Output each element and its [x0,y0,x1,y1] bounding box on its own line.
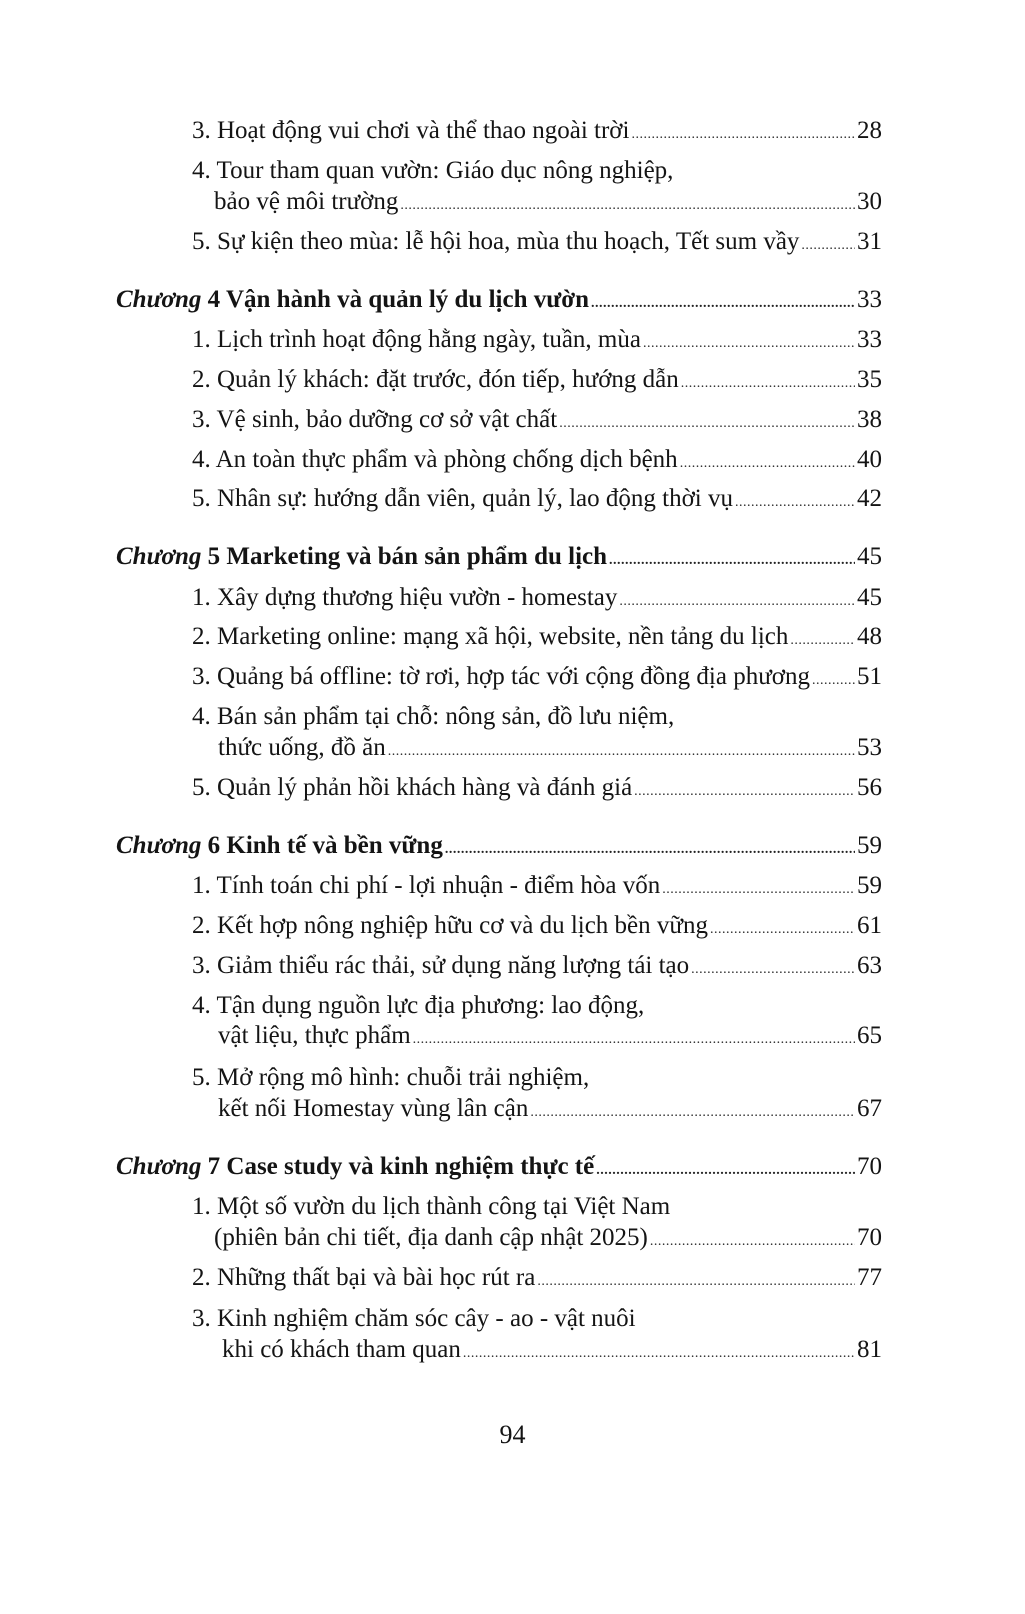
toc-item: 1. Lịch trình hoạt động hằng ngày, tuần, mùa ..... 33 [192,325,882,359]
page-number: 53 [857,734,882,761]
page-number: 35 [857,366,882,393]
dot-leader [801,231,855,261]
dot-leader [735,488,855,518]
page-number: 31 [857,228,882,255]
page-number: 70 [857,1224,882,1251]
toc-chapter-4: Chương 4 Vận hành và quản lý du lịch vườn ..... 33 [116,285,882,319]
toc-item: 2. Marketing online: mạng xã hội, website, nền tảng du lịch ..... 48 [192,622,882,656]
toc-item: 1. Một số vườn du lịch thành công tại Việt Nam [192,1193,671,1220]
page-number: 65 [857,1022,882,1049]
toc-item: 3. Quảng bá offline: tờ rơi, hợp tác với cộng đồng địa phương ..... 51 [192,662,882,696]
toc-item: 4. Bán sản phẩm tại chỗ: nông sản, đồ lưu niệm, [192,703,675,730]
page-number: 63 [857,952,882,979]
dot-leader [650,1227,855,1257]
page-number: 81 [857,1336,882,1363]
toc-item: 3. Giảm thiểu rác thải, sử dụng năng lượng tái tạo ..... 63 [192,951,882,985]
dot-leader [537,1267,855,1297]
dot-leader [662,875,855,905]
toc-item-continuation: thức uống, đồ ăn ..... 53 [218,733,882,767]
page-number: 42 [857,485,882,512]
toc-chapter-7: Chương 7 Case study và kinh nghiệm thực tế ..... 70 [116,1152,882,1186]
page-number: 59 [857,832,882,859]
page-number: 28 [857,117,882,144]
toc-item-continuation: bảo vệ môi trường ..... 30 [214,187,882,221]
toc-item: 3. Kinh nghiệm chăm sóc cây - ao - vật nuôi [192,1305,636,1332]
toc-item: 2. Kết hợp nông nghiệp hữu cơ và du lịch bền vững ..... 61 [192,911,882,945]
dot-leader [790,626,855,656]
page-number: 38 [857,406,882,433]
page-number: 48 [857,623,882,650]
dot-leader [710,915,855,945]
toc-item: 4. An toàn thực phẩm và phòng chống dịch bệnh ..... 40 [192,445,882,479]
dot-leader [530,1098,855,1128]
toc-item: 2. Những thất bại và bài học rút ra ..... 77 [192,1263,882,1297]
dot-leader [691,955,855,985]
page-number: 30 [857,188,882,215]
page-number: 59 [857,872,882,899]
page-number: 70 [857,1153,882,1180]
page-number: 61 [857,912,882,939]
dot-leader [413,1025,855,1055]
toc-item: 4. Tour tham quan vườn: Giáo dục nông nghiệp, [192,157,674,184]
dot-leader [400,191,855,221]
toc-item: 3. Hoạt động vui chơi và thể thao ngoài trời ..... 28 [192,116,882,150]
page-number: 33 [857,286,882,313]
page-number: 45 [857,584,882,611]
toc-item: 5. Nhân sự: hướng dẫn viên, quản lý, lao động thời vụ ..... 42 [192,484,882,518]
dot-leader [609,546,855,576]
page-number: 33 [857,326,882,353]
dot-leader [388,737,855,767]
dot-leader [681,369,855,399]
toc-item-continuation: khi có khách tham quan ..... 81 [222,1335,882,1369]
footer-page-number: 94 [499,1420,526,1449]
dot-leader [812,666,855,696]
dot-leader [445,835,855,865]
toc-item: 2. Quản lý khách: đặt trước, đón tiếp, hướng dẫn ..... 35 [192,365,882,399]
page-number: 77 [857,1264,882,1291]
dot-leader [634,777,855,807]
page-number: 45 [857,543,882,570]
dot-leader [559,409,855,439]
dot-leader [680,449,855,479]
page-number: 40 [857,446,882,473]
page-number: 51 [857,663,882,690]
toc-item-continuation: vật liệu, thực phẩm ..... 65 [218,1021,882,1055]
toc-item: 3. Vệ sinh, bảo dưỡng cơ sở vật chất ..... 38 [192,405,882,439]
toc-item: 1. Xây dựng thương hiệu vườn - homestay ..... 45 [192,583,882,617]
dot-leader [591,289,855,319]
page-number: 67 [857,1095,882,1122]
dot-leader [643,329,855,359]
toc-item: 1. Tính toán chi phí - lợi nhuận - điểm hòa vốn ..... 59 [192,871,882,905]
toc-item-continuation: (phiên bản chi tiết, địa danh cập nhật 2025) ..... 70 [214,1223,882,1257]
toc-item: 5. Quản lý phản hồi khách hàng và đánh giá ..... 56 [192,773,882,807]
dot-leader [463,1339,855,1369]
dot-leader [631,120,855,150]
toc-chapter-5: Chương 5 Marketing và bán sản phẩm du lịch ..... 45 [116,542,882,576]
toc-item: 4. Tận dụng nguồn lực địa phương: lao động, [192,992,645,1019]
toc-item-continuation: kết nối Homestay vùng lân cận ..... 67 [218,1094,882,1128]
dot-leader [619,587,855,617]
toc-chapter-6: Chương 6 Kinh tế và bền vững ..... 59 [116,831,882,865]
dot-leader [596,1156,855,1186]
page-number: 56 [857,774,882,801]
toc-item: 5. Mở rộng mô hình: chuỗi trải nghiệm, [192,1064,590,1091]
toc-item: 5. Sự kiện theo mùa: lễ hội hoa, mùa thu hoạch, Tết sum vầy ..... 31 [192,227,882,261]
